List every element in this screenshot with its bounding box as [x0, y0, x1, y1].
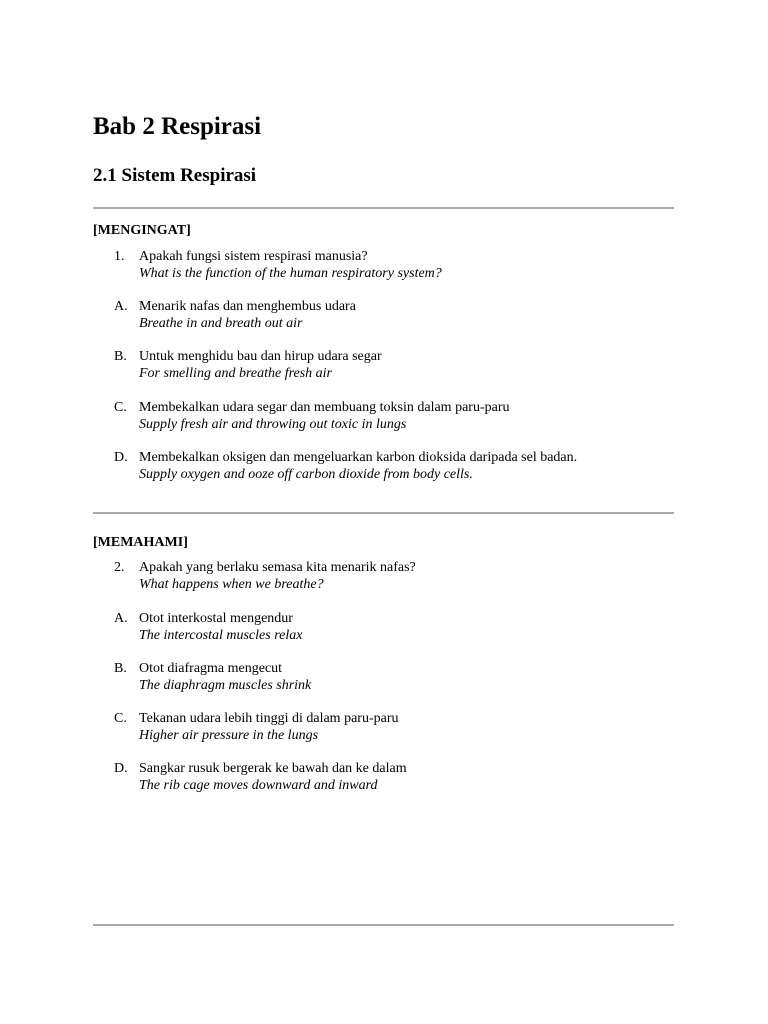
question-number: 2. — [114, 560, 125, 575]
option-text-en: Breathe in and breath out air — [139, 316, 303, 331]
option-text-en: For smelling and breathe fresh air — [139, 366, 333, 381]
option-text-en: Higher air pressure in the lungs — [139, 728, 319, 743]
option-text-ms: Untuk menghidu bau dan hirup udara segar — [139, 349, 382, 364]
section-title: 2.1 Sistem Respirasi — [93, 165, 257, 186]
question-number: 1. — [114, 249, 125, 264]
option-1a — [114, 298, 694, 332]
option-text-ms: Otot diafragma mengecut — [139, 661, 283, 676]
divider — [93, 207, 674, 209]
chapter-title: Bab 2 Respirasi — [93, 113, 262, 140]
option-2a — [114, 610, 694, 644]
option-text-en: Supply oxygen and ooze off carbon dioxide from body cells. — [139, 467, 473, 482]
category-label: [MENGINGAT] — [93, 223, 191, 238]
option-text-ms: Tekanan udara lebih tinggi di dalam paru-paru — [139, 711, 399, 726]
option-1c — [114, 399, 694, 433]
option-text-ms: Sangkar rusuk bergerak ke bawah dan ke dalam — [139, 761, 407, 776]
option-text-en: The diaphragm muscles shrink — [139, 678, 312, 693]
option-text-ms: Menarik nafas dan menghembus udara — [139, 299, 356, 314]
question-2 — [114, 559, 694, 593]
option-letter: C. — [114, 711, 127, 726]
question-text-en: What happens when we breathe? — [139, 577, 324, 592]
option-2b — [114, 660, 694, 694]
option-1b — [114, 348, 694, 382]
option-text-en: The intercostal muscles relax — [139, 628, 303, 643]
option-letter: C. — [114, 400, 127, 415]
divider — [93, 924, 674, 926]
option-letter: A. — [114, 611, 128, 626]
option-letter: B. — [114, 661, 127, 676]
option-text-ms: Membekalkan oksigen dan mengeluarkan karbon dioksida daripada sel badan. — [139, 450, 578, 465]
question-text-ms: Apakah yang berlaku semasa kita menarik nafas? — [139, 560, 416, 575]
option-letter: B. — [114, 349, 127, 364]
option-1d — [114, 449, 694, 483]
option-letter: D. — [114, 450, 128, 465]
category-label: [MEMAHAMI] — [93, 535, 188, 550]
option-letter: A. — [114, 299, 128, 314]
option-text-en: The rib cage moves downward and inward — [139, 778, 378, 793]
option-text-en: Supply fresh air and throwing out toxic in lungs — [139, 417, 407, 432]
question-text-ms: Apakah fungsi sistem respirasi manusia? — [139, 249, 368, 264]
option-2d — [114, 760, 694, 794]
question-text-en: What is the function of the human respiratory system? — [139, 266, 442, 281]
divider — [93, 512, 674, 514]
option-text-ms: Membekalkan udara segar dan membuang toksin dalam paru-paru — [139, 400, 510, 415]
option-letter: D. — [114, 761, 128, 776]
question-1 — [114, 248, 694, 282]
option-2c — [114, 710, 694, 744]
option-text-ms: Otot interkostal mengendur — [139, 611, 293, 626]
